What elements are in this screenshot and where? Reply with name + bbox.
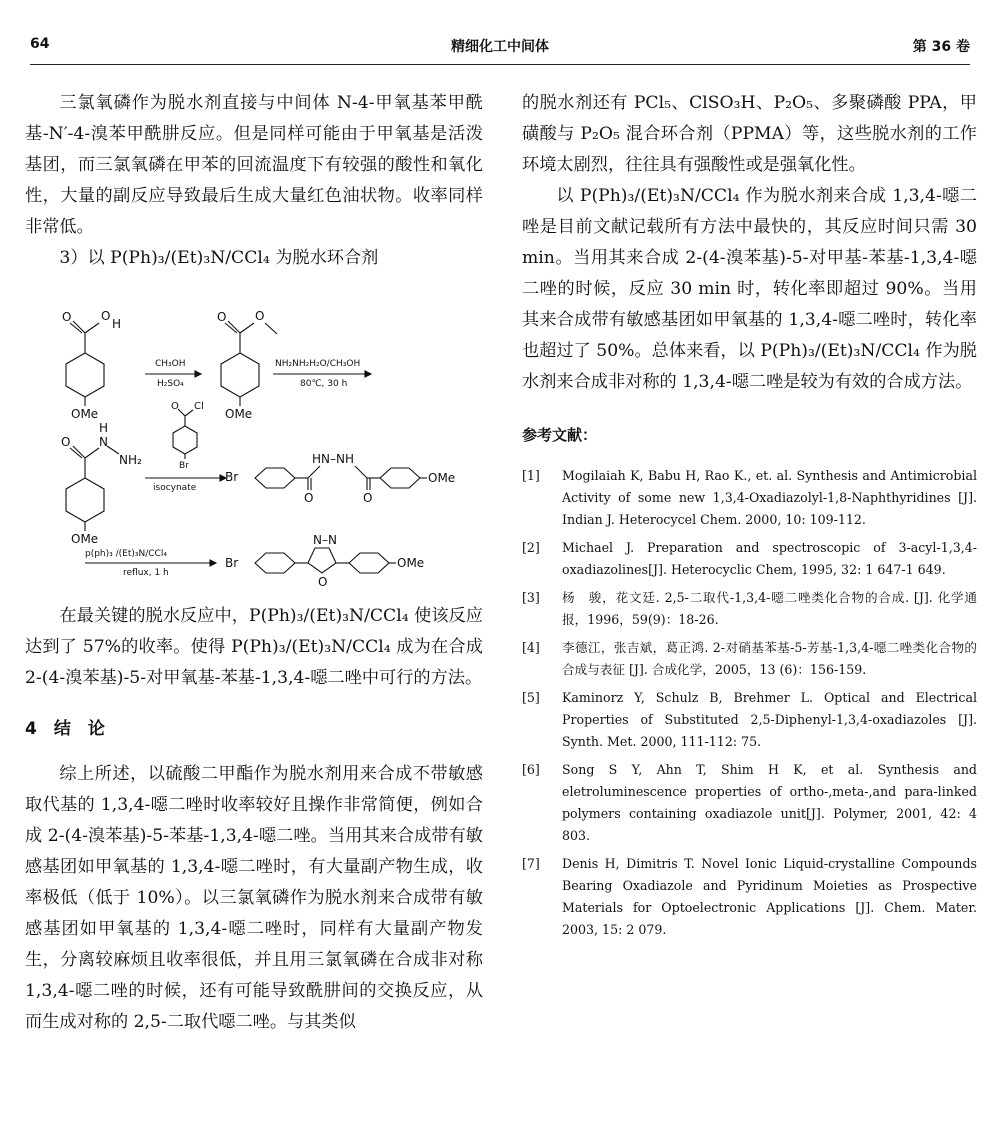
section-heading-conclusion: 4 结 论 [25,719,105,739]
nh2-label: NH₂ [119,453,142,467]
molecule-methoxybenzoic-acid [62,309,121,421]
reference-item [522,465,977,531]
reference-number: [7] [522,856,540,871]
reagent-reflux: reflux, 1 h [123,568,169,578]
reaction-scheme [25,278,483,593]
reference-text: Kaminorz Y, Schulz B, Brehmer L. Optical and Electrical Properties of Substituted 2,5-Diphenyl-1,3,4-oxadiazoles [J]. Synth. Met. 2000, 111-112: 75. [562,690,977,749]
volume-label: 第 36 卷 [912,39,970,55]
reference-text: Denis H, Dimitris T. Novel Ionic Liquid-crystalline Compounds Bearing Oxadiazole and Pyridinum Moieties as Prospective Materials for Optoelectronic Applications [J]. Chem. Mater. 2003, 15: 2 079. [562,856,977,937]
references-title: 参考文献： [522,426,598,444]
ome-label-3: OMe [71,532,99,546]
reagent-h2so4: H₂SO₄ [157,379,184,389]
reference-number: [6] [522,762,540,777]
atom-o-label-7: O [304,491,314,505]
right-paragraph-1: 的脱水剂还有 PCl₅、ClSO₃H、P₂O₅、多聚磷酸 PPA，甲磺酸与 P₂O₅ 混合环合剂（PPMA）等，这些脱水剂的工作环境太剧烈，往往具有强酸性或是强氧化性。 [522,93,977,175]
molecule-oxadiazole [225,533,424,589]
reference-item [522,637,977,681]
molecule-acid-chloride [171,401,204,471]
left-paragraph-1: 三氯氧磷作为脱水剂直接与中间体 N-4-甲氧基苯甲酰基-N′-4-溴苯甲酰肼反应。但是同样可能由于甲氧基是活泼基团，而三氯氧磷在甲苯的回流温度下有较强的酸性和氧化性，大量的副反应导致最后生成大量红色油状物。收率同样非常低。 [25,93,483,237]
atom-o-label-8: O [363,491,373,505]
molecule-methyl-ester [217,309,277,421]
reference-number: [3] [522,590,540,605]
reference-number: [2] [522,540,540,555]
cl-label: Cl [194,401,204,412]
atom-o-label-9: O [318,575,328,589]
atom-o-label-5: O [61,435,71,449]
page-header [30,30,970,65]
molecule-diacylhydrazine [225,452,455,505]
atom-o-label-3: O [217,310,227,324]
atom-h-label-2: H [99,421,109,435]
reagent-isocynate: isocynate [153,483,197,493]
atom-h-label: H [112,317,122,331]
reference-list [522,465,977,941]
ome-label-1: OMe [71,407,99,421]
atom-o-label-1: O [62,310,72,324]
molecule-hydrazide [61,421,142,546]
reference-text: Song S Y, Ahn T, Shim H K, et al. Synthesis and eletroluminescence properties of ortho-,meta-,and para-linked polymers containing oxadiazole unit[J]. Polymer, 2001, 42: 4 803. [562,762,977,843]
reference-number: [4] [522,640,540,655]
br-label-1: Br [225,470,239,484]
reaction-scheme-svg [25,278,483,593]
reagent-ch3oh: CH₃OH [155,359,186,369]
reference-number: [1] [522,468,540,483]
atom-o-label-4: O [255,309,265,323]
left-paragraph-3: 在最关键的脱水反应中，P(Ph)₃/(Et)₃N/CCl₄ 使该反应达到了 57%的收率。使得 P(Ph)₃/(Et)₃N/CCl₄ 成为在合成 2-(4-溴苯基)-5-对甲氧基-苯基-1,3,4-噁二唑中可行的方法。 [25,606,483,688]
br-label-2: Br [225,556,239,570]
reference-number: [5] [522,690,540,705]
ome-label-4: OMe [428,471,456,485]
journal-title: 精细化工中间体 [451,39,549,55]
reference-item [522,853,977,941]
reference-text: 杨 骏，花文廷. 2,5-二取代-1,3,4-噁二唑类化合物的合成. [J]. 化学通报，1996，59(9)：18-26. [562,590,977,627]
reference-item [522,587,977,631]
reagent-pph3: p(ph)₃ /(Et)₃N/CCl₄ [85,549,167,559]
reference-text: 李德江，张吉斌，葛正鸿. 2-对硝基苯基-5-芳基-1,3,4-噁二唑类化合物的合成与表征 [J]. 合成化学，2005，13 (6)：156-159. [562,640,977,677]
reference-item [522,537,977,581]
left-column [25,88,483,1038]
br-label-small: Br [179,461,189,471]
reference-item [522,759,977,847]
ome-label-2: OMe [225,407,253,421]
left-paragraph-4: 综上所述，以硫酸二甲酯作为脱水剂用来合成不带敏感取代基的 1,3,4-噁二唑时收率较好且操作非常简便，例如合成 2-(4-溴苯基)-5-苯基-1,3,4-噁二唑。当用其来合成带有敏感基团如甲氧基的 1,3,4-噁二唑时，有大量副产物生成，收率极低（低于 10%）。以三氯氧磷作为脱水剂来合成带有敏感基团如甲氧基的 1,3,4-噁二唑时，同样有大量副产物发生，分离较麻烦且收率很低，并且用三氯氧磷在合成非对称 1,3,4-噁二唑的时候，还有可能导致酰肼间的交换反应，从而生成对称的 2,5-二取代噁二唑。与其类似 [25,764,483,1032]
atom-n-label: N [99,435,108,449]
reagent-temp: 80℃, 30 h [300,379,348,389]
ome-label-5: OMe [397,556,425,570]
reference-item [522,687,977,753]
reference-text: Michael J. Preparation and spectroscopic of 3-acyl-1,3,4-oxadiazolines[J]. Heterocyclic Chem, 1995, 32: 1 647-1 649. [562,540,977,577]
method-3-heading: 3）以 P(Ph)₃/(Et)₃N/CCl₄ 为脱水环合剂 [59,248,379,268]
nn-label: N–N [313,533,337,547]
atom-o-label-2: O [101,309,111,323]
page-number: 64 [30,36,50,52]
reagent-hydrazine: NH₂NH₂H₂O/CH₃OH [275,359,361,369]
reference-text: Mogilaiah K, Babu H, Rao K., et. al. Synthesis and Antimicrobial Activity of some new 1,3,4-Oxadiazolyl-1,8-Naphthyridines [J]. Indian J. Heterocycel Chem. 2000, 10: 109-112. [562,468,977,527]
right-column [522,88,977,947]
hn-nh-label: HN–NH [312,452,354,466]
atom-o-label-6: O [171,401,179,412]
right-paragraph-2: 以 P(Ph)₃/(Et)₃N/CCl₄ 作为脱水剂来合成 1,3,4-噁二唑是目前文献记载所有方法中最快的，其反应时间只需 30 min。当用其来合成 2-(4-溴苯基)-5-对甲基-苯基-1,3,4-噁二唑的时候，反应 30 min 时，转化率即超过 90%。当用其来合成带有敏感基团如甲氧基的 1,3,4-噁二唑时，转化率也超过了 50%。总体来看，以 P(Ph)₃/(Et)₃N/CCl₄ 作为脱水剂来合成非对称的 1,3,4-噁二唑是较为有效的合成方法。 [522,186,977,392]
